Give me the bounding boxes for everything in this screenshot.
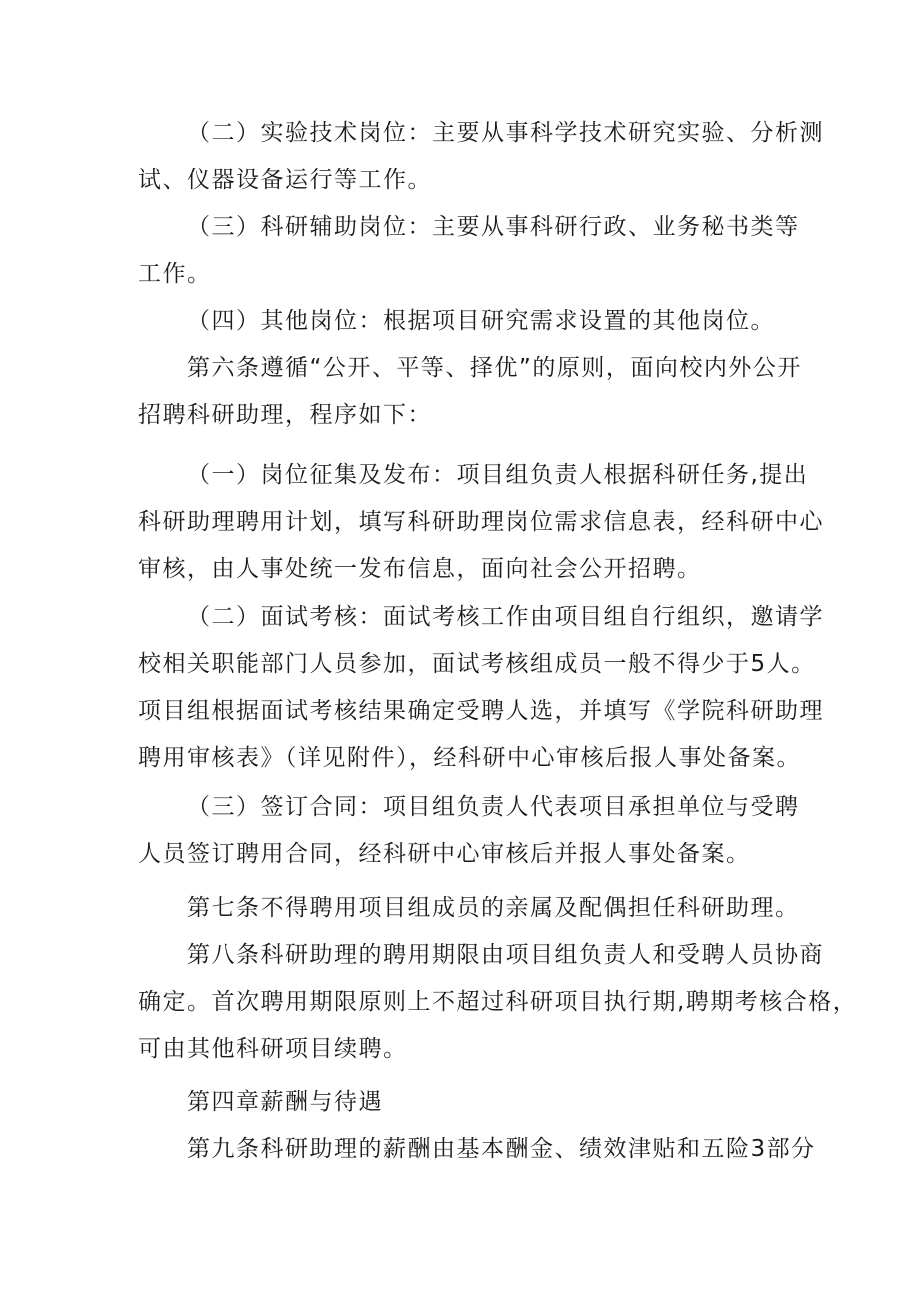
text-line: （二）面试考核：面试考核工作由项目组自行组织，邀请学	[187, 604, 824, 630]
text-line: 聘用审核表》（详见附件），经科研中心审核后报人事处备案。	[138, 745, 801, 771]
paragraph-post-collection	[138, 452, 824, 593]
text-line: （四）其他岗位：根据项目研究需求设置的其他岗位。	[187, 308, 775, 334]
text-line: 第四章薪酬与待遇	[187, 1089, 383, 1115]
paragraph-sign-contract	[138, 784, 800, 878]
paragraph-interview-assessment	[138, 594, 824, 782]
text-line: 第七条不得聘用项目组成员的亲属及配偶担任科研助理。	[187, 895, 800, 921]
text-line: 第六条遵循“公开、平等、择优”的原则，面向校内外公开	[187, 355, 802, 381]
paragraph-article-6	[138, 345, 802, 439]
text-line: 确定。首次聘用期限原则上不超过科研项目执行期,聘期考核合格，	[138, 989, 858, 1015]
text-line: 招聘科研助理，程序如下：	[138, 402, 432, 428]
paragraph-other-post	[138, 298, 788, 345]
text-line: 试、仪器设备运行等工作。	[138, 167, 432, 193]
text-line: 科研助理聘用计划，填写科研助理岗位需求信息表，经科研中心	[138, 509, 824, 535]
text-line: 审核，由人事处统一发布信息，面向社会公开招聘。	[138, 556, 702, 582]
chapter-heading	[138, 1079, 788, 1126]
paragraph-research-support-post	[138, 204, 800, 298]
text-line: 人员签订聘用合同，经科研中心审核后并报人事处备案。	[138, 841, 751, 867]
text-line: 项目组根据面试考核结果确定受聘人选，并填写《学院科研助理	[138, 698, 824, 724]
paragraph-lab-technical-post	[138, 110, 824, 204]
text-line: 可由其他科研项目续聘。	[138, 1036, 408, 1062]
text-line: 第八条科研助理的聘用期限由项目组负责人和受聘人员协商	[187, 942, 824, 968]
text-line: （三）科研辅助岗位：主要从事科研行政、业务秘书类等	[187, 214, 800, 240]
text-line: 校相关职能部门人员参加，面试考核组成员一般不得少于5人。	[138, 651, 816, 677]
text-line: 第九条科研助理的薪酬由基本酬金、绩效津贴和五险3部分	[187, 1136, 816, 1162]
text-line: （一）岗位征集及发布：项目组负责人根据科研任务,提出	[187, 462, 809, 488]
paragraph-article-9	[138, 1126, 816, 1173]
text-line: 工作。	[138, 261, 212, 287]
paragraph-article-7	[138, 885, 800, 932]
paragraph-article-8	[138, 932, 858, 1073]
text-line: （二）实验技术岗位：主要从事科学技术研究实验、分析测	[187, 120, 824, 146]
text-line: （三）签订合同：项目组负责人代表项目承担单位与受聘	[187, 794, 800, 820]
